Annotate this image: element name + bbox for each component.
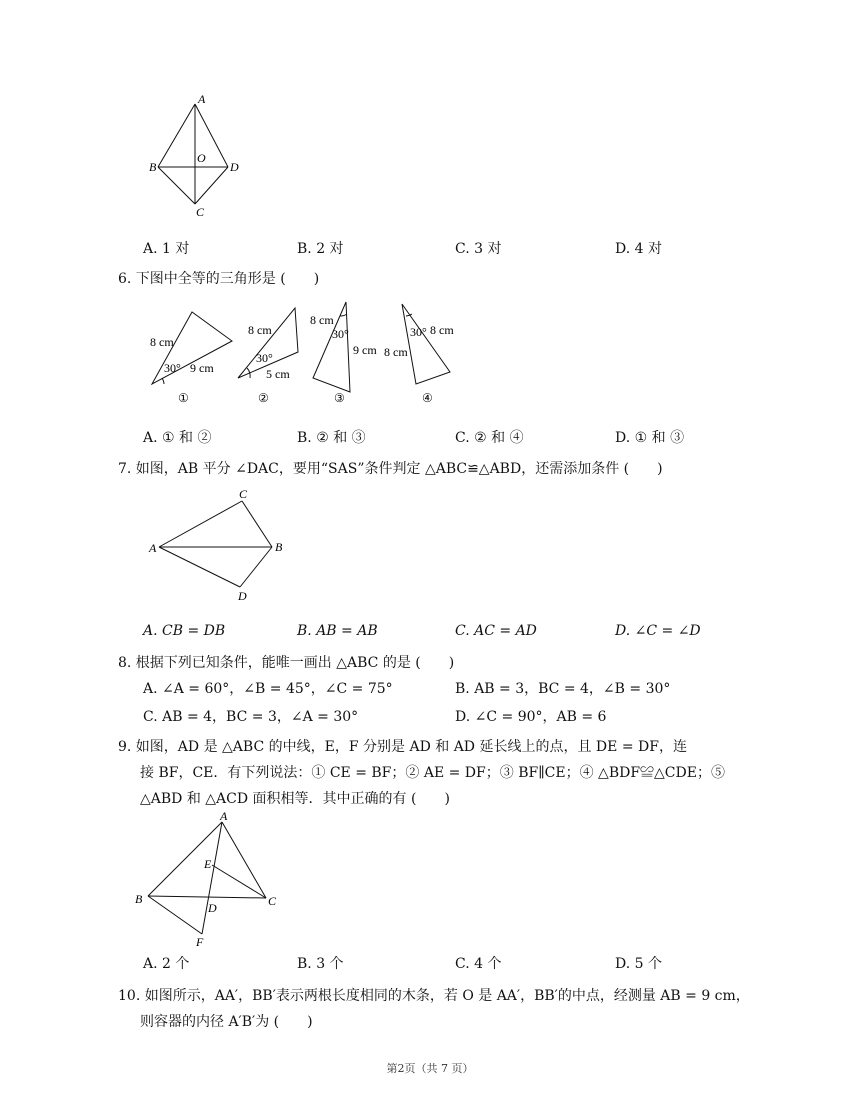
q9-label-a: A bbox=[220, 809, 228, 823]
q6-t2-side-a: 8 cm bbox=[248, 323, 272, 337]
q9-stem-line-2: 接 BF，CE．有下列说法：① CE = BF；② AE = DF；③ BF∥CE；④ △BDF≌△CDE；⑤ bbox=[140, 765, 725, 781]
q6-t3-angle: 30° bbox=[332, 327, 349, 341]
q6-t1-side-a: 8 cm bbox=[150, 335, 174, 349]
q7-label-d: D bbox=[238, 589, 247, 603]
q9-figure bbox=[130, 806, 290, 951]
q6-caption-2: ② bbox=[258, 391, 269, 405]
q9-label-c: C bbox=[268, 894, 277, 908]
q7-option-b[interactable]: B. AB = AB bbox=[297, 623, 378, 639]
q5-option-d[interactable]: D. 4 对 bbox=[615, 241, 662, 257]
q9-stem-line-3: △ABD 和 △ACD 面积相等．其中正确的有 ( ) bbox=[140, 791, 450, 807]
q5-label-o: O bbox=[197, 151, 206, 165]
q7-label-c: C bbox=[239, 487, 248, 501]
q7-label-a: A bbox=[149, 541, 157, 555]
q10-stem-line-1: 10. 如图所示，AA′，BB′表示两根长度相同的木条，若 O 是 AA′，BB′的中点，经测量 AB = 9 cm， bbox=[118, 988, 750, 1004]
q5-option-a[interactable]: A. 1 对 bbox=[143, 241, 190, 257]
q6-t4-side-b: 8 cm bbox=[384, 345, 408, 359]
q8-option-b[interactable]: B. AB = 3，BC = 4，∠B = 30° bbox=[455, 681, 671, 697]
q7-figure bbox=[145, 486, 295, 606]
q6-t3-side-b: 9 cm bbox=[353, 343, 377, 357]
q8-stem: 8. 根据下列已知条件，能唯一画出 △ABC 的是 ( ) bbox=[118, 655, 455, 671]
q9-label-e: E bbox=[204, 857, 212, 871]
q9-label-d: D bbox=[208, 901, 217, 915]
q8-option-a[interactable]: A. ∠A = 60°，∠B = 45°，∠C = 75° bbox=[143, 681, 393, 697]
q7-stem: 7. 如图，AB 平分 ∠DAC，要用“SAS”条件判定 △ABC≌△ABD，还需添加条件 ( ) bbox=[118, 461, 663, 477]
q6-caption-4: ④ bbox=[422, 391, 433, 405]
q6-t1-side-b: 9 cm bbox=[190, 361, 214, 375]
q8-option-c[interactable]: C. AB = 4，BC = 3，∠A = 30° bbox=[143, 709, 359, 725]
q6-t2-angle: 30° bbox=[256, 351, 273, 365]
q6-figure bbox=[140, 298, 480, 408]
q5-label-d: D bbox=[230, 160, 239, 174]
q6-caption-3: ③ bbox=[334, 391, 345, 405]
q9-stem-line-1: 9. 如图，AD 是 △ABC 的中线，E，F 分别是 AD 和 AD 延长线上的点，且 DE = DF，连 bbox=[118, 739, 687, 755]
q6-t2-side-b: 5 cm bbox=[266, 367, 290, 381]
q8-option-d[interactable]: D. ∠C = 90°，AB = 6 bbox=[455, 709, 607, 725]
q6-t4-side-a: 8 cm bbox=[430, 323, 454, 337]
q6-caption-1: ① bbox=[178, 391, 189, 405]
q6-t3-side-a: 8 cm bbox=[310, 313, 334, 327]
q6-option-b[interactable]: B. ② 和 ③ bbox=[297, 430, 366, 446]
q6-option-d[interactable]: D. ① 和 ③ bbox=[615, 430, 685, 446]
q5-figure bbox=[140, 90, 250, 220]
q9-option-d[interactable]: D. 5 个 bbox=[615, 956, 662, 972]
q10-stem-line-2: 则容器的内径 A′B′为 ( ) bbox=[140, 1014, 313, 1030]
q6-t4-angle: 30° bbox=[410, 325, 427, 339]
page-footer: 第2页（共 7 页） bbox=[386, 1062, 474, 1075]
q5-label-c: C bbox=[196, 205, 205, 219]
q7-label-b: B bbox=[275, 540, 283, 554]
q5-option-c[interactable]: C. 3 对 bbox=[455, 241, 502, 257]
q5-label-b: B bbox=[149, 160, 157, 174]
q9-option-a[interactable]: A. 2 个 bbox=[143, 956, 190, 972]
q6-option-c[interactable]: C. ② 和 ④ bbox=[455, 430, 524, 446]
q9-label-f: F bbox=[196, 935, 204, 949]
q6-stem: 6. 下图中全等的三角形是 ( ) bbox=[118, 271, 320, 287]
q5-option-b[interactable]: B. 2 对 bbox=[297, 241, 344, 257]
q7-option-d[interactable]: D. ∠C = ∠D bbox=[615, 623, 701, 639]
q7-option-c[interactable]: C. AC = AD bbox=[455, 623, 537, 639]
q7-option-a[interactable]: A. CB = DB bbox=[143, 623, 226, 639]
q6-t1-angle: 30° bbox=[164, 361, 181, 375]
q6-option-a[interactable]: A. ① 和 ② bbox=[143, 430, 212, 446]
q9-label-b: B bbox=[135, 892, 143, 906]
q9-option-c[interactable]: C. 4 个 bbox=[455, 956, 502, 972]
q9-option-b[interactable]: B. 3 个 bbox=[297, 956, 344, 972]
q5-label-a: A bbox=[198, 92, 206, 106]
